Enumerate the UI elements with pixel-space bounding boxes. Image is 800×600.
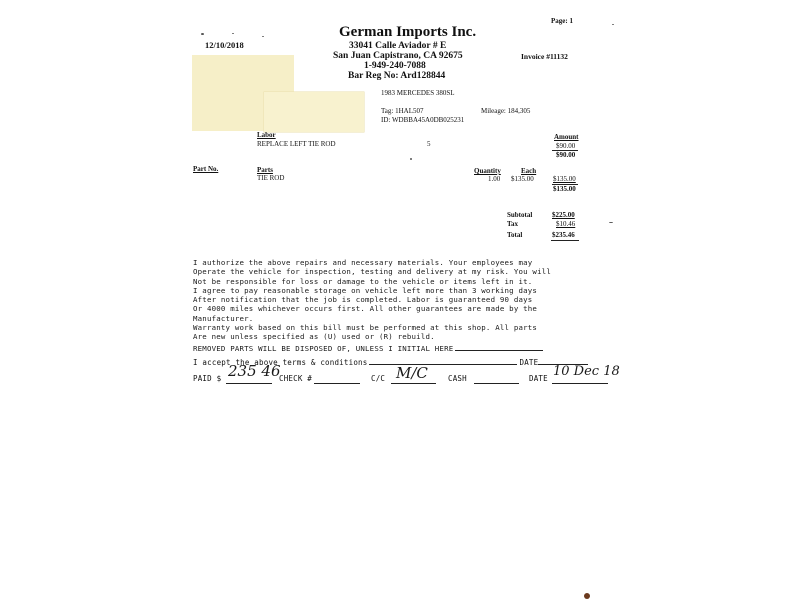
total-value: $235.46 — [552, 231, 575, 239]
cash-label: CASH — [448, 374, 467, 383]
each-heading: Each — [521, 167, 537, 175]
terms-line: I agree to pay reasonable storage on vehicle left more than 3 working days — [193, 285, 538, 295]
tax-value: $10.46 — [556, 220, 576, 228]
terms-line: Manufacturer. — [193, 313, 254, 323]
subtotal-label: Subtotal — [507, 211, 533, 219]
part-no-heading: Part No. — [193, 165, 219, 173]
paid-handwritten: 235 46 — [228, 362, 281, 380]
scan-speck — [410, 158, 412, 160]
scan-speck — [612, 24, 614, 25]
labor-quantity: 5 — [427, 140, 431, 148]
bar-registration: Bar Reg No: Ard128844 — [348, 71, 446, 81]
scan-speck — [584, 593, 590, 599]
invoice-number: Invoice #11132 — [521, 52, 568, 61]
scan-speck — [232, 33, 234, 34]
amount-heading: Amount — [554, 133, 579, 141]
page-number: Page: 1 — [551, 17, 573, 25]
labor-amount: $90.00 — [556, 142, 576, 150]
terms-line: Operate the vehicle for inspection, testing and delivery at my risk. You will — [193, 267, 552, 277]
labor-description: REPLACE LEFT TIE ROD — [257, 140, 336, 148]
scan-speck — [201, 33, 204, 35]
vehicle-model: 1983 MERCEDES 380SL — [381, 89, 455, 97]
check-blank[interactable] — [314, 375, 360, 384]
paid-label: PAID $ — [193, 374, 222, 383]
cc-label: C/C — [371, 374, 386, 383]
part-amount: $135.00 — [553, 175, 576, 183]
parts-heading: Parts — [257, 166, 273, 174]
cc-handwritten: M/C — [396, 364, 428, 382]
initial-blank[interactable] — [455, 342, 543, 351]
total-label: Total — [507, 231, 523, 239]
terms-line: I authorize the above repairs and necessary materials. Your employees may — [193, 258, 533, 267]
accept-text: I accept the above terms & conditions — [193, 358, 368, 367]
company-address-line2: San Juan Capistrano, CA 92675 — [333, 51, 463, 61]
scan-speck — [262, 36, 264, 37]
part-each: $135.00 — [511, 175, 534, 183]
terms-and-conditions — [193, 258, 613, 353]
initial-here-text: REMOVED PARTS WILL BE DISPOSED OF, UNLESS I INITIAL HERE — [193, 343, 454, 353]
terms-line: Are new unless specified as (U) used or (R) rebuild. — [193, 332, 435, 342]
parts-subtotal: $135.00 — [553, 185, 576, 193]
terms-line: Warranty work based on this bill must be performed at this shop. All parts — [193, 323, 538, 333]
company-address-line1: 33041 Calle Aviador # E — [349, 41, 447, 51]
scan-speck — [609, 222, 613, 223]
vehicle-vin: ID: WDBBA45A0DB025231 — [381, 116, 465, 124]
quantity-heading: Quantity — [474, 167, 501, 175]
subtotal-value: $225.00 — [552, 211, 575, 219]
tax-label: Tax — [507, 220, 519, 228]
total-rule — [551, 240, 579, 241]
terms-line — [193, 342, 613, 353]
terms-line: Or 4000 miles whichever occurs first. All other guarantees are made by the — [193, 304, 538, 314]
payment-date-label: DATE — [529, 374, 548, 383]
vehicle-mileage: Mileage: 184,305 — [481, 107, 531, 115]
labor-subtotal: $90.00 — [556, 151, 576, 159]
invoice-date: 12/10/2018 — [205, 40, 244, 50]
vehicle-tag: Tag: 1HAL507 — [381, 107, 424, 115]
check-label: CHECK # — [279, 374, 313, 383]
cash-blank[interactable] — [474, 375, 519, 384]
terms-line: After notification that the job is completed. Labor is guaranteed 90 days — [193, 295, 533, 305]
payment-date-handwritten: 10 Dec 18 — [553, 364, 620, 379]
accept-signature-blank[interactable] — [369, 356, 517, 365]
accept-date-label: DATE — [519, 358, 539, 367]
company-name: German Imports Inc. — [339, 24, 477, 40]
redaction-patch-overlay — [264, 92, 364, 132]
company-phone: 1-949-240-7088 — [364, 61, 426, 71]
part-quantity: 1.00 — [488, 175, 501, 183]
labor-heading: Labor — [257, 131, 276, 139]
part-name: TIE ROD — [257, 174, 285, 182]
terms-line: Not be responsible for loss or damage to the vehicle or items left in it. — [193, 276, 533, 286]
